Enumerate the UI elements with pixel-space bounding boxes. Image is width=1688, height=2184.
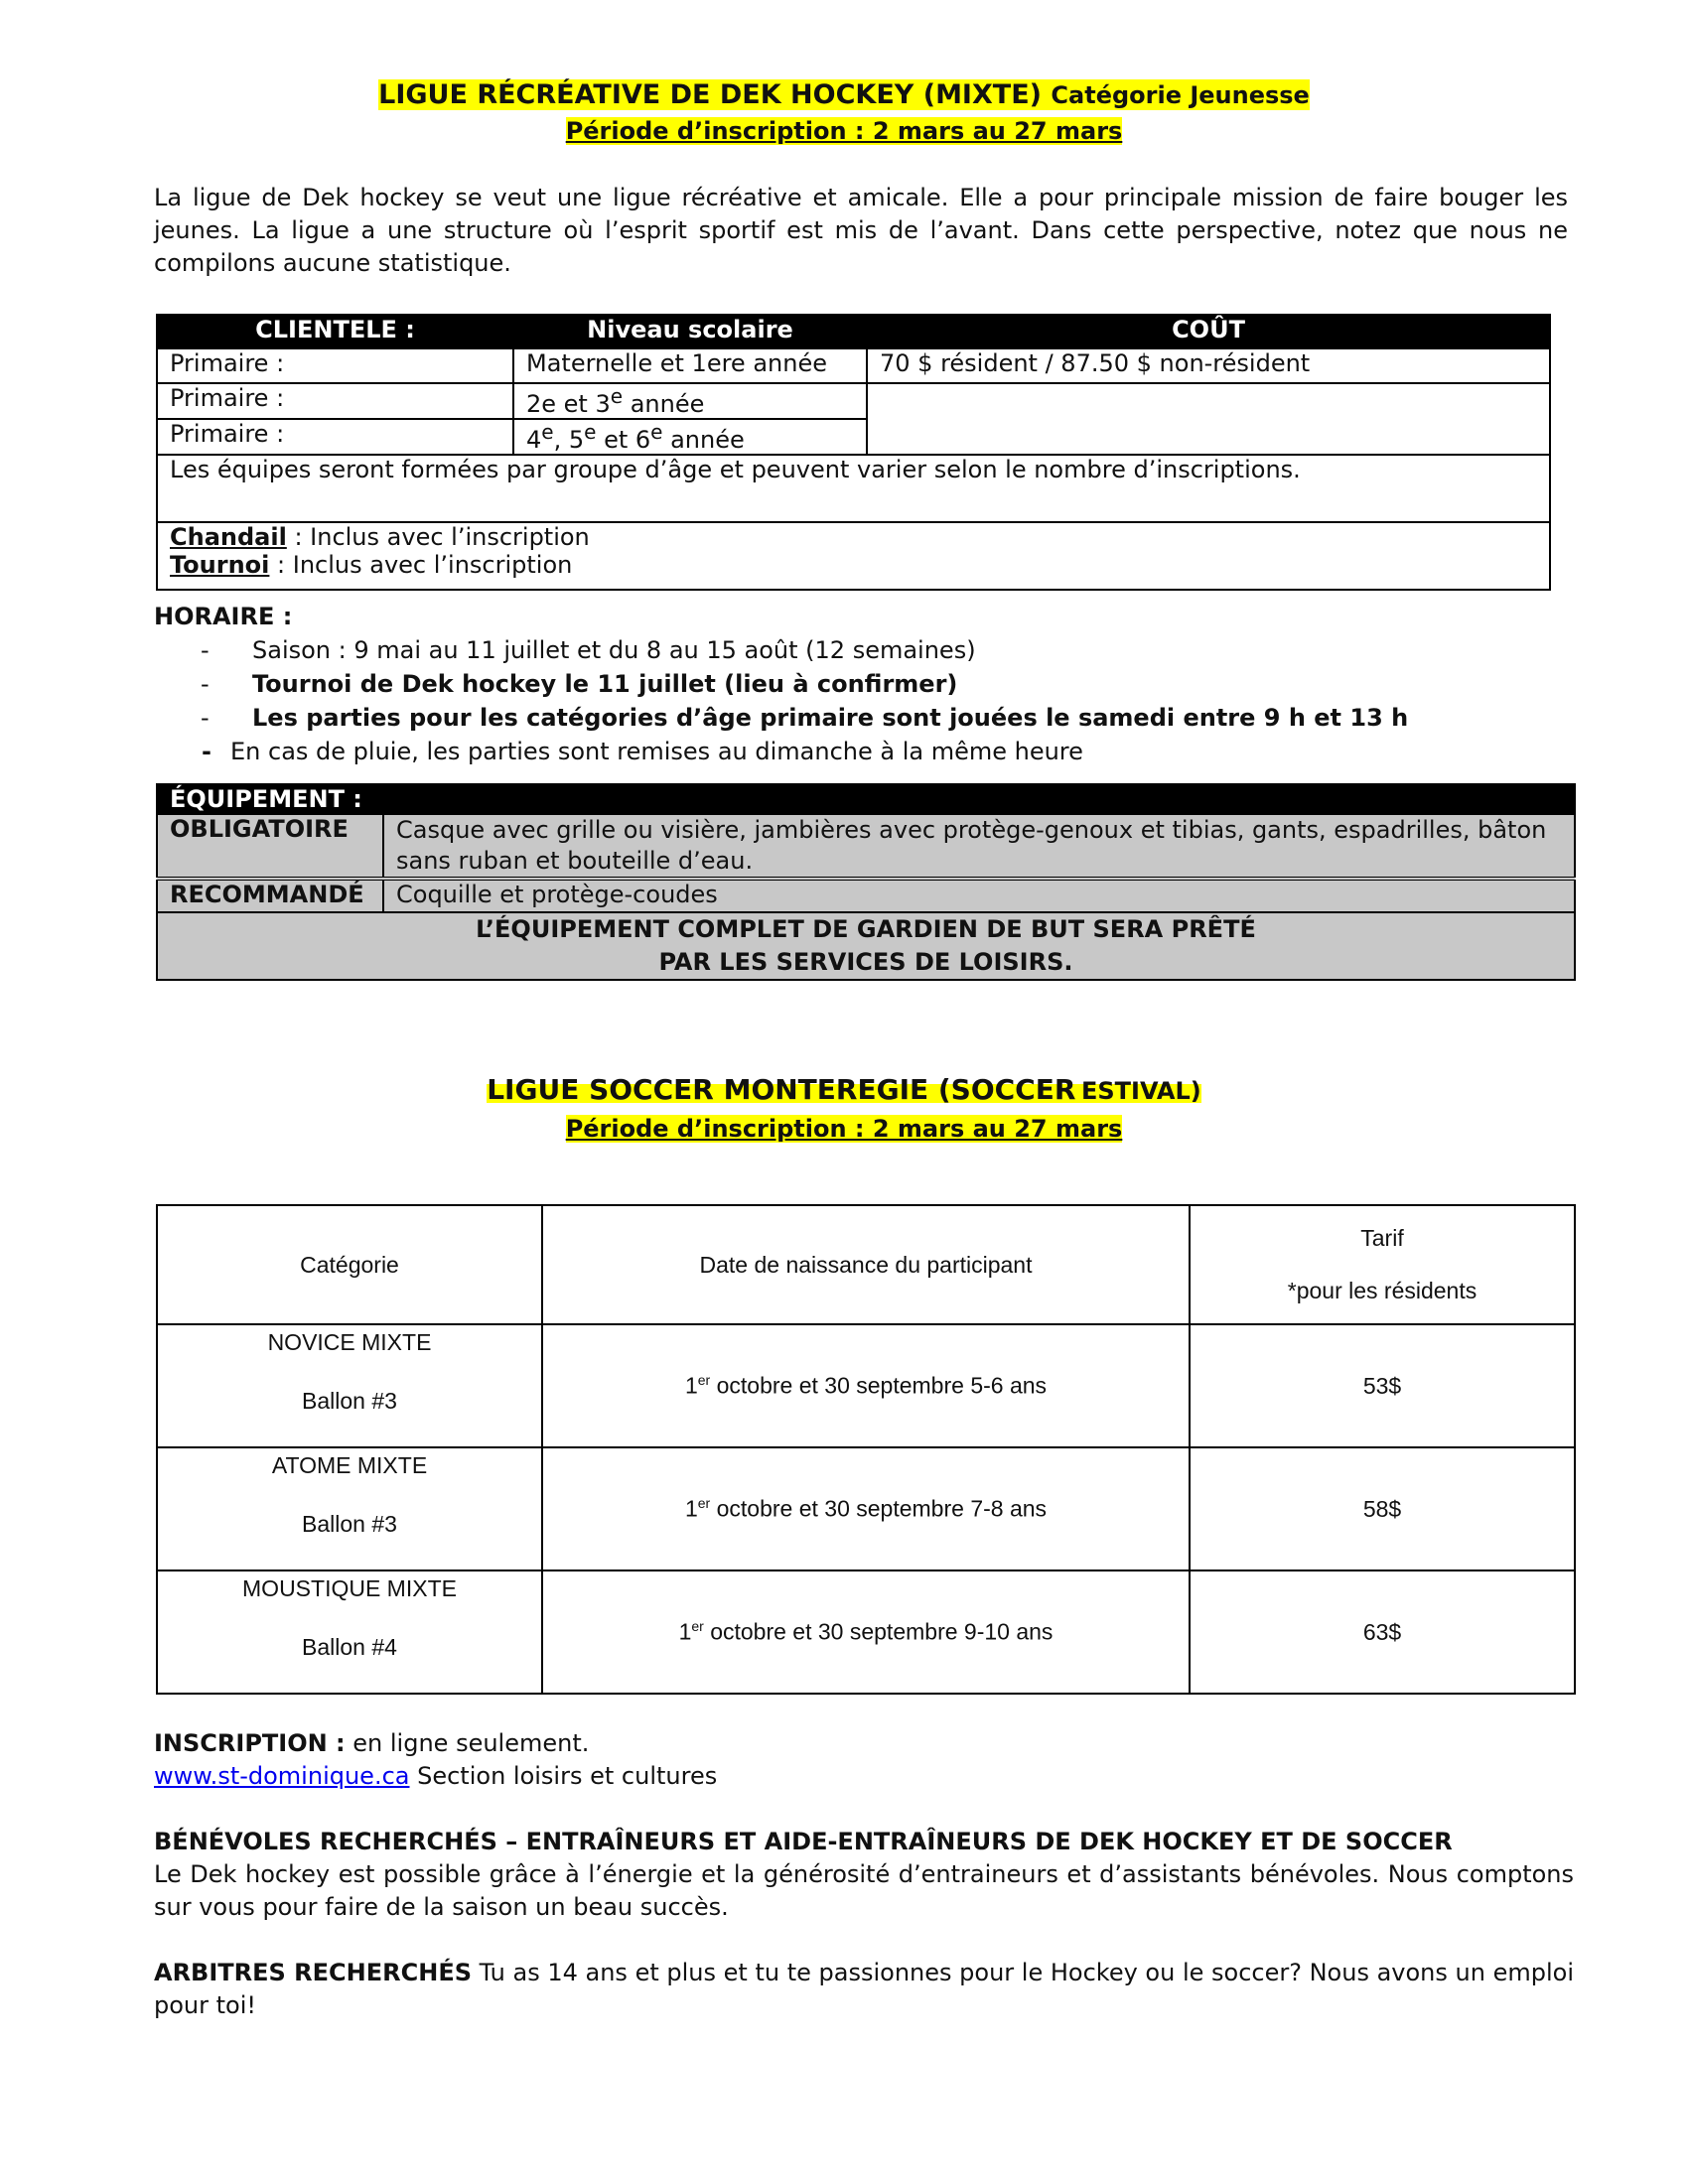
tournoi-text: : Inclus avec l’inscription bbox=[269, 551, 573, 579]
hockey-title-block bbox=[0, 77, 1688, 149]
date-sup: er bbox=[697, 1372, 711, 1389]
horaire-item: En cas de pluie, les parties sont remises au dimanche à la même heure bbox=[230, 738, 1083, 765]
hockey-title-text: LIGUE RÉCRÉATIVE DE DEK HOCKEY (MIXTE) bbox=[378, 79, 1042, 110]
date-num: 1 bbox=[684, 1495, 698, 1522]
ballon: Ballon #3 bbox=[302, 1511, 397, 1537]
recommande-text: Coquille et protège-coudes bbox=[383, 879, 1575, 912]
price-cell: 58$ bbox=[1190, 1447, 1575, 1570]
cat-cell bbox=[157, 1447, 542, 1570]
link-after-text: Section loisirs et cultures bbox=[409, 1762, 718, 1790]
date-num: 1 bbox=[684, 1372, 698, 1399]
recommande-label: RECOMMANDÉ bbox=[157, 879, 383, 912]
hockey-table bbox=[156, 314, 1551, 591]
level-part: année bbox=[623, 390, 705, 418]
inscription-label: INSCRIPTION : bbox=[154, 1729, 346, 1757]
horaire-item: Tournoi de Dek hockey le 11 juillet (lieu à confirmer) bbox=[252, 670, 958, 698]
row-level bbox=[513, 383, 867, 419]
price-cell: 53$ bbox=[1190, 1324, 1575, 1447]
website-link[interactable]: www.st-dominique.ca bbox=[154, 1762, 410, 1790]
row-client: Primaire : bbox=[157, 383, 513, 419]
price-cell: 63$ bbox=[1190, 1570, 1575, 1694]
cat-name: MOUSTIQUE MIXTE bbox=[242, 1575, 457, 1601]
row-cost: 70 $ résident / 87.50 $ non-résident bbox=[867, 348, 1550, 383]
list-item bbox=[154, 735, 1584, 768]
tournoi-label: Tournoi bbox=[170, 551, 270, 579]
tarif-note: *pour les résidents bbox=[1287, 1278, 1477, 1303]
header-cout: COÛT bbox=[867, 315, 1550, 348]
level-sup: e bbox=[650, 420, 663, 444]
date-sup: er bbox=[691, 1618, 704, 1635]
soccer-title-small: ESTIVAL) bbox=[1081, 1077, 1201, 1105]
horaire-list bbox=[154, 633, 1584, 768]
soccer-title-text: LIGUE SOCCER MONTEREGIE (SOCCER bbox=[487, 1073, 1076, 1106]
goalie-note bbox=[157, 912, 1575, 980]
date-cell bbox=[542, 1570, 1190, 1694]
horaire-label: HORAIRE : bbox=[154, 603, 293, 630]
equipment-label: ÉQUIPEMENT : bbox=[157, 784, 1575, 814]
cat-name: NOVICE MIXTE bbox=[267, 1329, 432, 1355]
header-categorie: Catégorie bbox=[157, 1205, 542, 1324]
ballon: Ballon #4 bbox=[302, 1634, 397, 1660]
footer-section bbox=[154, 1727, 1574, 2022]
row-level: Maternelle et 1ere année bbox=[513, 348, 867, 383]
table-row bbox=[157, 1324, 1575, 1447]
tarif-label: Tarif bbox=[1360, 1225, 1404, 1251]
goalie-line: L’ÉQUIPEMENT COMPLET DE GARDIEN DE BUT SERA PRÊTÉ bbox=[476, 915, 1256, 943]
level-part: 2e et 3 bbox=[526, 390, 611, 418]
arbitres-text: Tu as 14 ans et plus et tu te passionnes pour le Hockey ou le soccer? Nous avons un emploi pour toi! bbox=[154, 1959, 1574, 2019]
horaire-item: Les parties pour les catégories d’âge primaire sont jouées le samedi entre 9 h et 13 h bbox=[252, 704, 1409, 732]
obligatoire-label: OBLIGATOIRE bbox=[157, 814, 383, 879]
benevoles-text: Le Dek hockey est possible grâce à l’énergie et la générosité d’entraineurs et d’assistants bénévoles. Nous comptons sur vous pour faire de la saison un beau succès. bbox=[154, 1860, 1574, 1921]
dash: - bbox=[201, 636, 210, 664]
level-part: année bbox=[662, 426, 745, 454]
date-text: octobre et 30 septembre 5-6 ans bbox=[710, 1372, 1048, 1399]
level-part: 4 bbox=[526, 426, 542, 454]
level-sup: e bbox=[584, 420, 597, 444]
row-client: Primaire : bbox=[157, 348, 513, 383]
row-level bbox=[513, 419, 867, 455]
level-part: et 6 bbox=[596, 426, 651, 454]
level-part: , 5 bbox=[553, 426, 585, 454]
hockey-period: Période d’inscription : 2 mars au 27 mars bbox=[565, 117, 1123, 145]
equipment-table bbox=[156, 783, 1576, 981]
table-row bbox=[157, 383, 1550, 419]
horaire-section bbox=[154, 600, 1584, 768]
chandail-label: Chandail bbox=[170, 523, 287, 551]
dash: - bbox=[202, 738, 211, 765]
ballon: Ballon #3 bbox=[302, 1388, 397, 1414]
cat-cell bbox=[157, 1324, 542, 1447]
cat-cell bbox=[157, 1570, 542, 1694]
date-text: octobre et 30 septembre 7-8 ans bbox=[710, 1495, 1048, 1522]
dash: - bbox=[201, 704, 210, 732]
date-cell bbox=[542, 1324, 1190, 1447]
date-sup: er bbox=[697, 1495, 711, 1512]
soccer-title bbox=[487, 1073, 1201, 1106]
dash: - bbox=[201, 670, 210, 698]
header-tarif bbox=[1190, 1205, 1575, 1324]
level-sup: e bbox=[610, 384, 624, 408]
hockey-title-sub: Catégorie Jeunesse bbox=[1051, 81, 1310, 109]
header-clientele: CLIENTELE : bbox=[157, 315, 513, 348]
soccer-title-block bbox=[0, 1072, 1688, 1149]
table-row bbox=[157, 1570, 1575, 1694]
soccer-period: Période d’inscription : 2 mars au 27 mars bbox=[565, 1115, 1123, 1143]
benevoles-title: BÉNÉVOLES RECHERCHÉS – ENTRAÎNEURS ET AIDE-ENTRAÎNEURS DE DEK HOCKEY ET DE SOCCER bbox=[154, 1828, 1453, 1855]
level-sup: e bbox=[541, 420, 554, 444]
list-item bbox=[154, 667, 1584, 701]
header-niveau: Niveau scolaire bbox=[513, 315, 867, 348]
cat-name: ATOME MIXTE bbox=[271, 1452, 428, 1478]
date-text: octobre et 30 septembre 9-10 ans bbox=[703, 1618, 1054, 1645]
table-note: Les équipes seront formées par groupe d’âge et peuvent varier selon le nombre d’inscriptions. bbox=[157, 455, 1550, 522]
horaire-item: Saison : 9 mai au 11 juillet et du 8 au 15 août (12 semaines) bbox=[252, 636, 976, 664]
list-item bbox=[154, 633, 1584, 667]
goalie-line: PAR LES SERVICES DE LOISIRS. bbox=[658, 948, 1073, 976]
row-client: Primaire : bbox=[157, 419, 513, 455]
table-inclusions bbox=[157, 522, 1550, 590]
obligatoire-text: Casque avec grille ou visière, jambières avec protège-genoux et tibias, gants, espadrilles, bâton sans ruban et bouteille d’eau. bbox=[383, 814, 1575, 879]
list-item bbox=[154, 701, 1584, 735]
inscription-text: en ligne seulement. bbox=[345, 1729, 590, 1757]
chandail-text: : Inclus avec l’inscription bbox=[286, 523, 590, 551]
soccer-table bbox=[156, 1204, 1576, 1695]
table-row bbox=[157, 1447, 1575, 1570]
date-num: 1 bbox=[678, 1618, 692, 1645]
date-cell bbox=[542, 1447, 1190, 1570]
row-cost-empty bbox=[867, 383, 1550, 455]
arbitres-label: ARBITRES RECHERCHÉS bbox=[154, 1959, 472, 1986]
hockey-intro: La ligue de Dek hockey se veut une ligue récréative et amicale. Elle a pour principale mission de faire bouger les jeunes. La ligue a une structure où l’esprit sportif est mis de l’avant. Dans cette perspective, notez que nous ne compilons aucune statistique. bbox=[154, 184, 1568, 277]
hockey-title bbox=[378, 79, 1310, 110]
table-row bbox=[157, 348, 1550, 383]
header-date: Date de naissance du participant bbox=[542, 1205, 1190, 1324]
